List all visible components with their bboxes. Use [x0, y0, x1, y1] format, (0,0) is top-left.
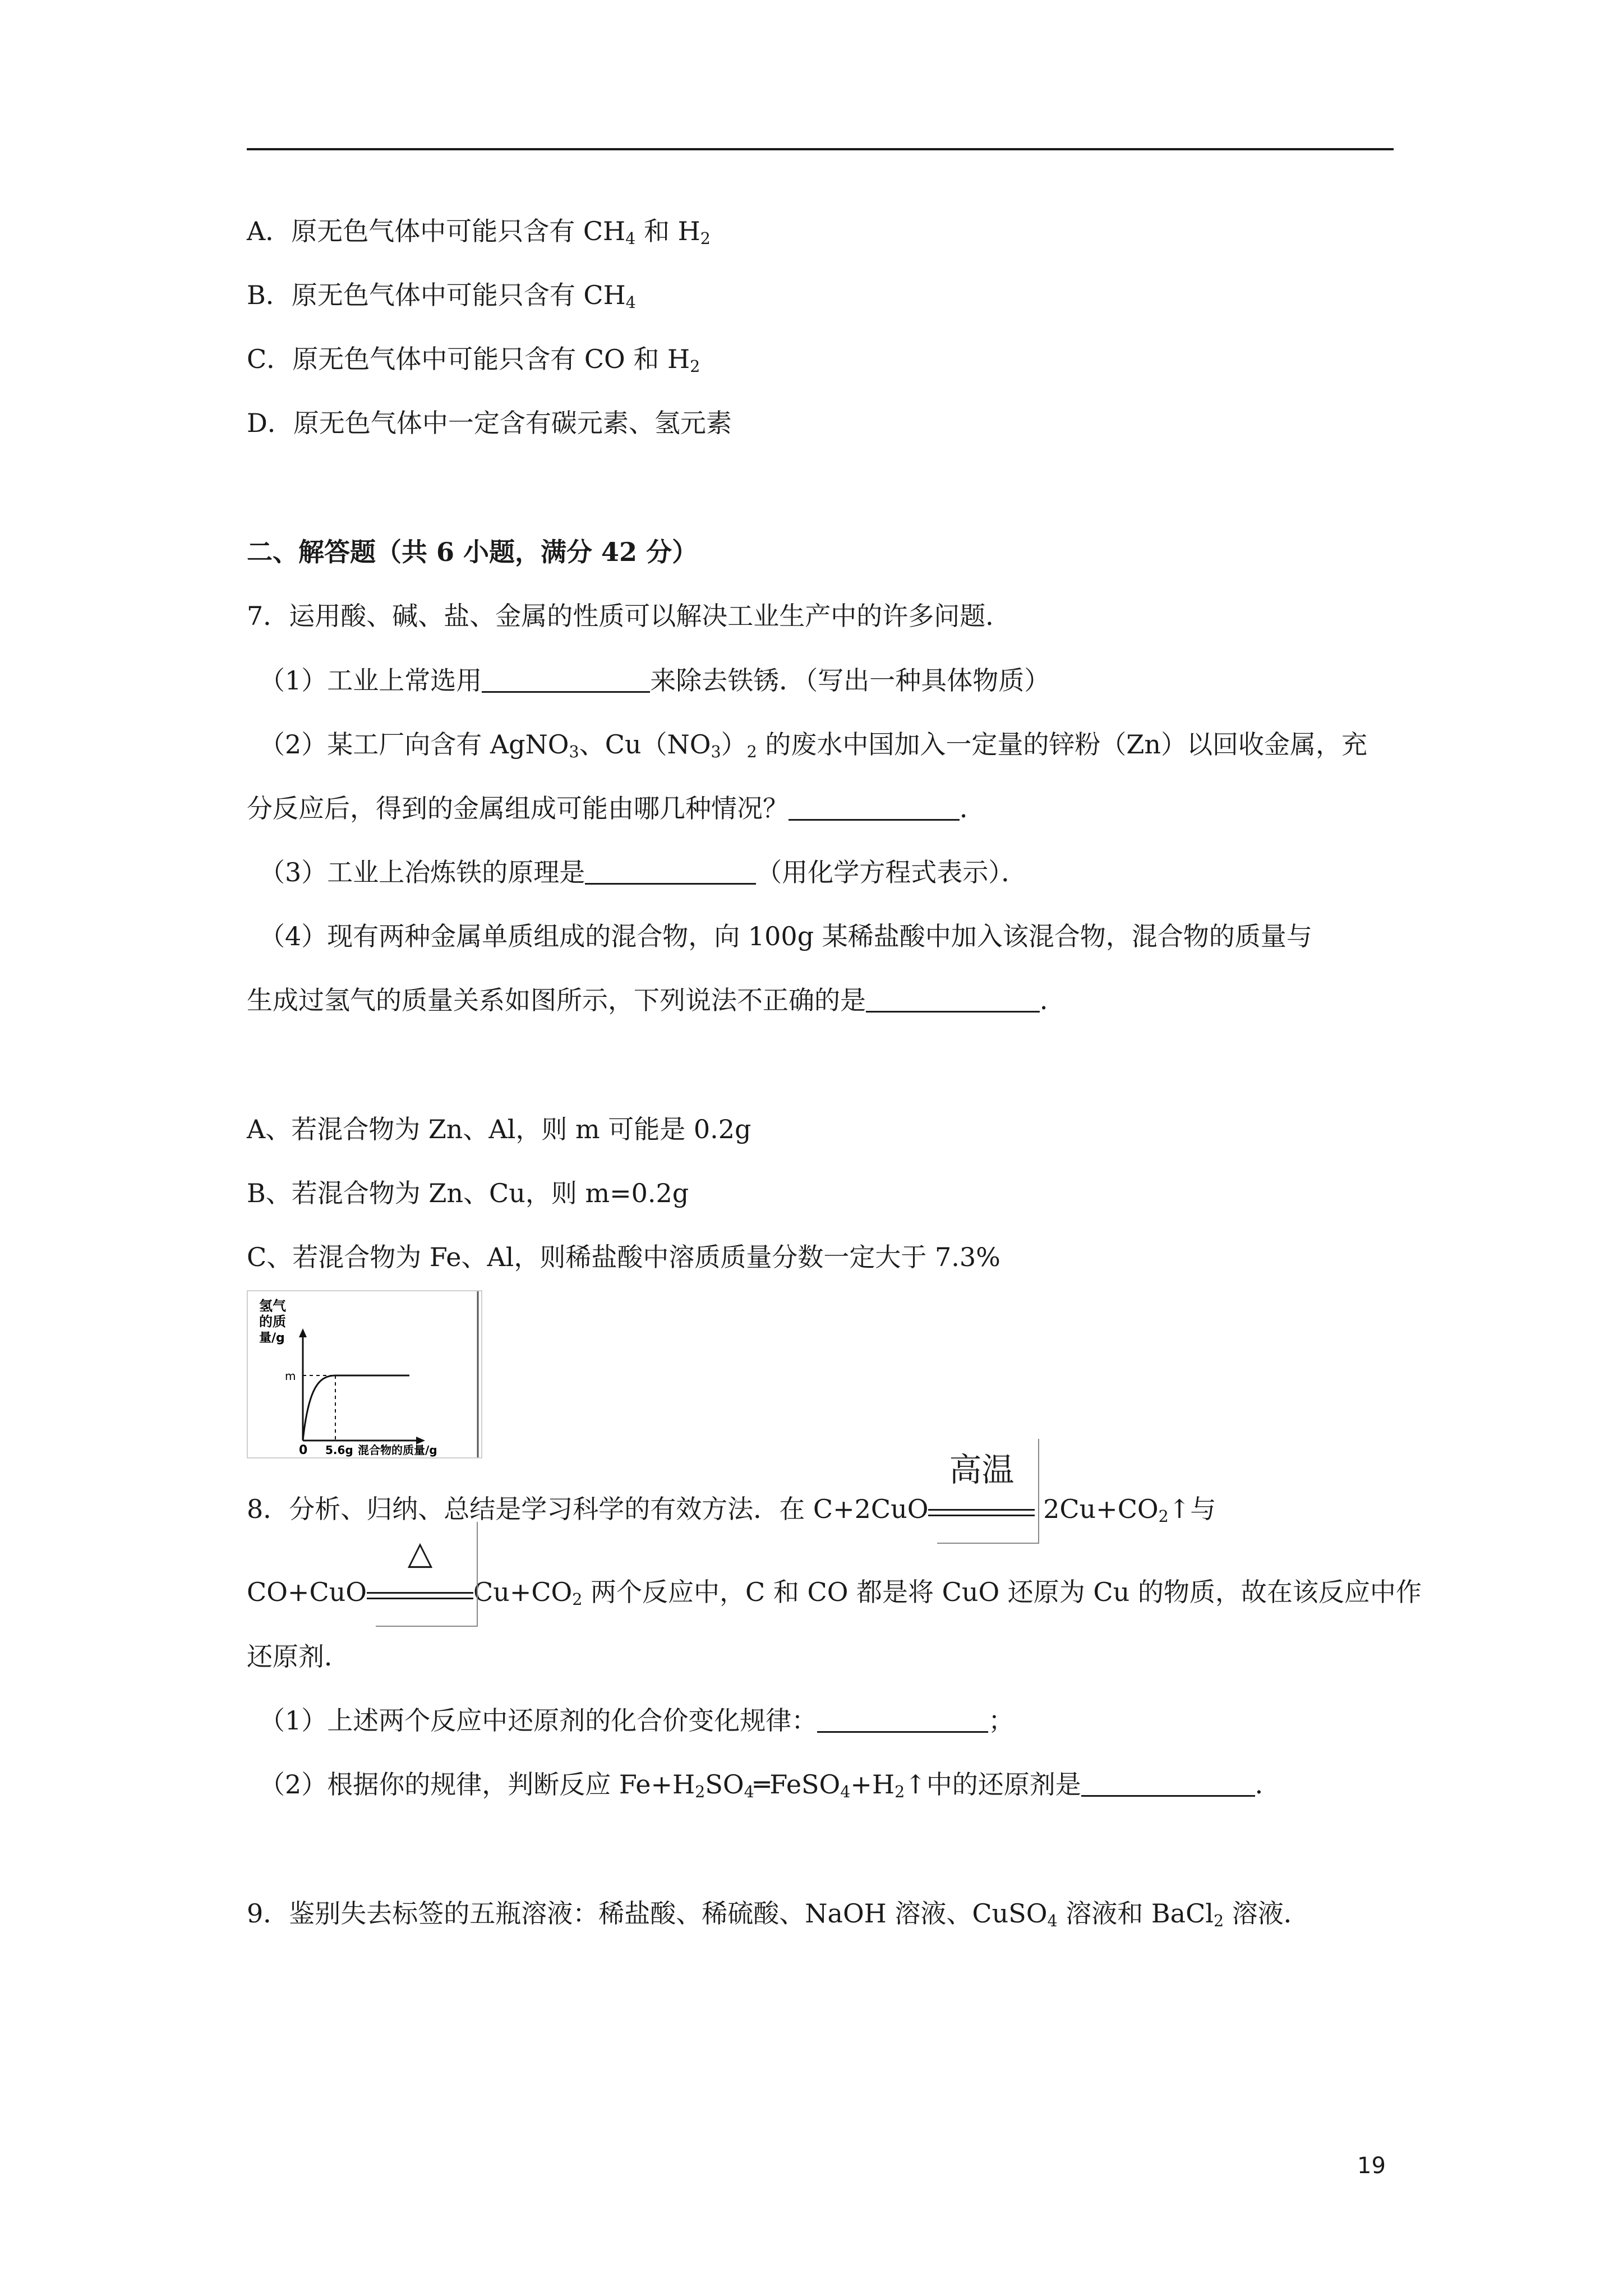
option-a: A．原无色气体中可能只含有 $CH_4$ 和 $H_2$ — [247, 216, 711, 249]
answer-blank[interactable] — [866, 986, 1040, 1013]
condition-heat: △ — [367, 1575, 473, 1609]
q7-part4-line1: （4）现有两种金属单质组成的混合物，向 100g 某稀盐酸中加入该混合物，混合物的质量与 — [259, 921, 1312, 951]
hydrogen-curve — [303, 1375, 409, 1441]
answer-blank[interactable] — [482, 666, 650, 693]
y-axis-label-2: 的质 — [259, 1314, 286, 1329]
q8-line1: 8．分析、归纳、总结是学习科学的有效方法．在 C+2CuO 高温 $2Cu+CO_2↑$与 — [247, 1492, 1216, 1526]
answer-blank[interactable] — [1081, 1770, 1255, 1797]
answer-blank[interactable] — [817, 1706, 988, 1733]
q7-choice-a: A、若混合物为 Zn、Al，则 m 可能是 0.2g — [247, 1114, 751, 1144]
y-axis-arrow — [299, 1328, 307, 1337]
header-rule — [247, 148, 1394, 150]
y-value-m: m — [285, 1369, 296, 1383]
option-b: B．原无色气体中可能只含有 $CH_4$ — [247, 280, 636, 312]
option-d: D．原无色气体中一定含有碳元素、氢元素 — [247, 408, 732, 438]
answer-blank[interactable] — [585, 858, 756, 885]
answer-blank[interactable] — [789, 794, 960, 821]
q7-stem: 7．运用酸、碱、盐、金属的性质可以解决工业生产中的许多问题． — [247, 601, 1012, 631]
page-number: 19 — [1357, 2153, 1386, 2179]
q9-stem: 9．鉴别失去标签的五瓶溶液：稀盐酸、稀硫酸、NaOH 溶液、CuSO$_4$ 溶液和 BaCl$_2$ 溶液． — [247, 1898, 1310, 1931]
condition-high-temp: 高温 — [928, 1492, 1035, 1526]
y-axis-label-1: 氢气 — [259, 1298, 286, 1314]
q7-part2-line1: （2）某工厂向含有 AgNO$_3$、$Cu(NO_3)_2$ 的废水中国加入一定量的锌粉（Zn）以回收金属，充 — [259, 729, 1368, 762]
x-axis-label: 混合物的质量/g — [358, 1443, 437, 1457]
q8-line2: CO+CuO △ $Cu+CO_2$ 两个反应中，C 和 CO 都是将 CuO 还原为 Cu 的物质，故在该反应中作 — [247, 1575, 1422, 1609]
q7-part4-line2: 生成过氢气的质量关系如图所示，下列说法不正确的是 ． — [247, 985, 1066, 1015]
q7-choice-b: B、若混合物为 Zn、Cu，则 m=0.2g — [247, 1178, 689, 1208]
x-tick-label: 5.6g — [325, 1443, 353, 1457]
hydrogen-mass-graph — [247, 1290, 482, 1458]
section-title: 二、解答题（共 6 小题，满分 42 分） — [247, 537, 698, 567]
q7-part2-line2: 分反应后，得到的金属组成可能由哪几种情况？ ． — [247, 793, 985, 823]
y-axis-label-3: 量/g — [259, 1331, 285, 1345]
option-c: C．原无色气体中可能只含有 CO 和 $H_2$ — [247, 344, 700, 376]
q8-line3: 还原剂． — [247, 1641, 350, 1672]
q7-part3: （3）工业上冶炼铁的原理是 （用化学方程式表示）． — [259, 857, 1027, 887]
q7-choice-c: C、若混合物为 Fe、Al，则稀盐酸中溶质质量分数一定大于 7.3% — [247, 1242, 1000, 1272]
q8-part1: （1）上述两个反应中还原剂的化合价变化规律： ； — [259, 1705, 1015, 1736]
q7-part1: （1）工业上常选用 来除去铁锈．（写出一种具体物质） — [259, 665, 1050, 696]
q8-part2: （2）根据你的规律，判断反应 $Fe+H_2SO_4═FeSO_4+H_2↑$中的还原剂是 ． — [259, 1769, 1281, 1802]
origin-label: 0 — [299, 1443, 308, 1457]
